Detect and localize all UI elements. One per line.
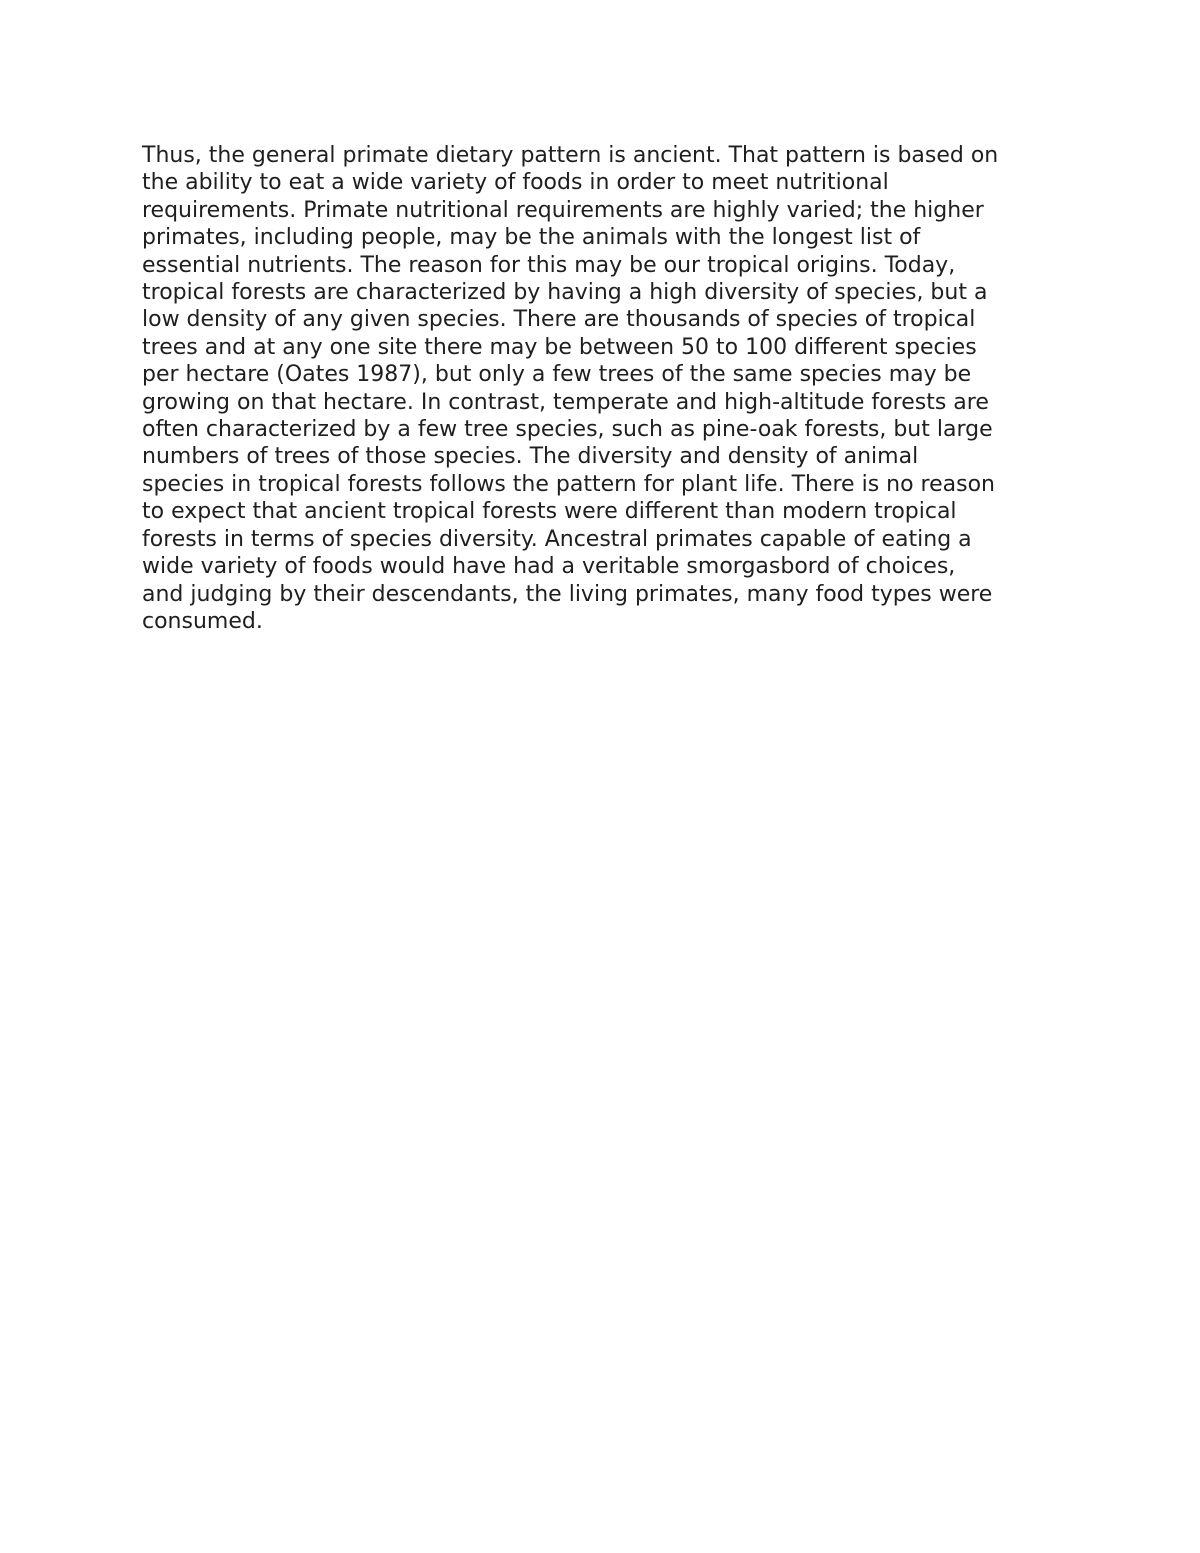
paragraph-line: the ability to eat a wide variety of foods in order to meet nutritional (142, 170, 889, 196)
paragraph-line: requirements. Primate nutritional requirements are highly varied; the higher (142, 197, 984, 223)
paragraph-line: wide variety of foods would have had a veritable smorgasbord of choices, (142, 554, 956, 580)
body-paragraph (142, 142, 1082, 635)
paragraph-line: to expect that ancient tropical forests were different than modern tropical (142, 499, 957, 525)
paragraph-line: consumed. (142, 608, 263, 634)
paragraph-line: essential nutrients. The reason for this may be our tropical origins. Today, (142, 252, 956, 278)
paragraph-line: numbers of trees of those species. The diversity and density of animal (142, 444, 919, 470)
paragraph-line: often characterized by a few tree species, such as pine-oak forests, but large (142, 417, 993, 443)
paragraph-line: primates, including people, may be the animals with the longest list of (142, 225, 921, 251)
paragraph-line: per hectare (Oates 1987), but only a few trees of the same species may be (142, 362, 972, 388)
paragraph-line: Thus, the general primate dietary pattern is ancient. That pattern is based on (142, 143, 999, 168)
paragraph-line: tropical forests are characterized by having a high diversity of species, but a (142, 280, 988, 306)
paragraph-line: growing on that hectare. In contrast, temperate and high-altitude forests are (142, 389, 989, 415)
paragraph-line: species in tropical forests follows the pattern for plant life. There is no reason (142, 471, 995, 497)
paragraph-line: forests in terms of species diversity. Ancestral primates capable of eating a (142, 526, 972, 552)
paragraph-line: low density of any given species. There are thousands of species of tropical (142, 307, 976, 333)
paragraph-line: and judging by their descendants, the living primates, many food types were (142, 581, 993, 607)
paragraph-line: trees and at any one site there may be between 50 to 100 different species (142, 334, 977, 360)
